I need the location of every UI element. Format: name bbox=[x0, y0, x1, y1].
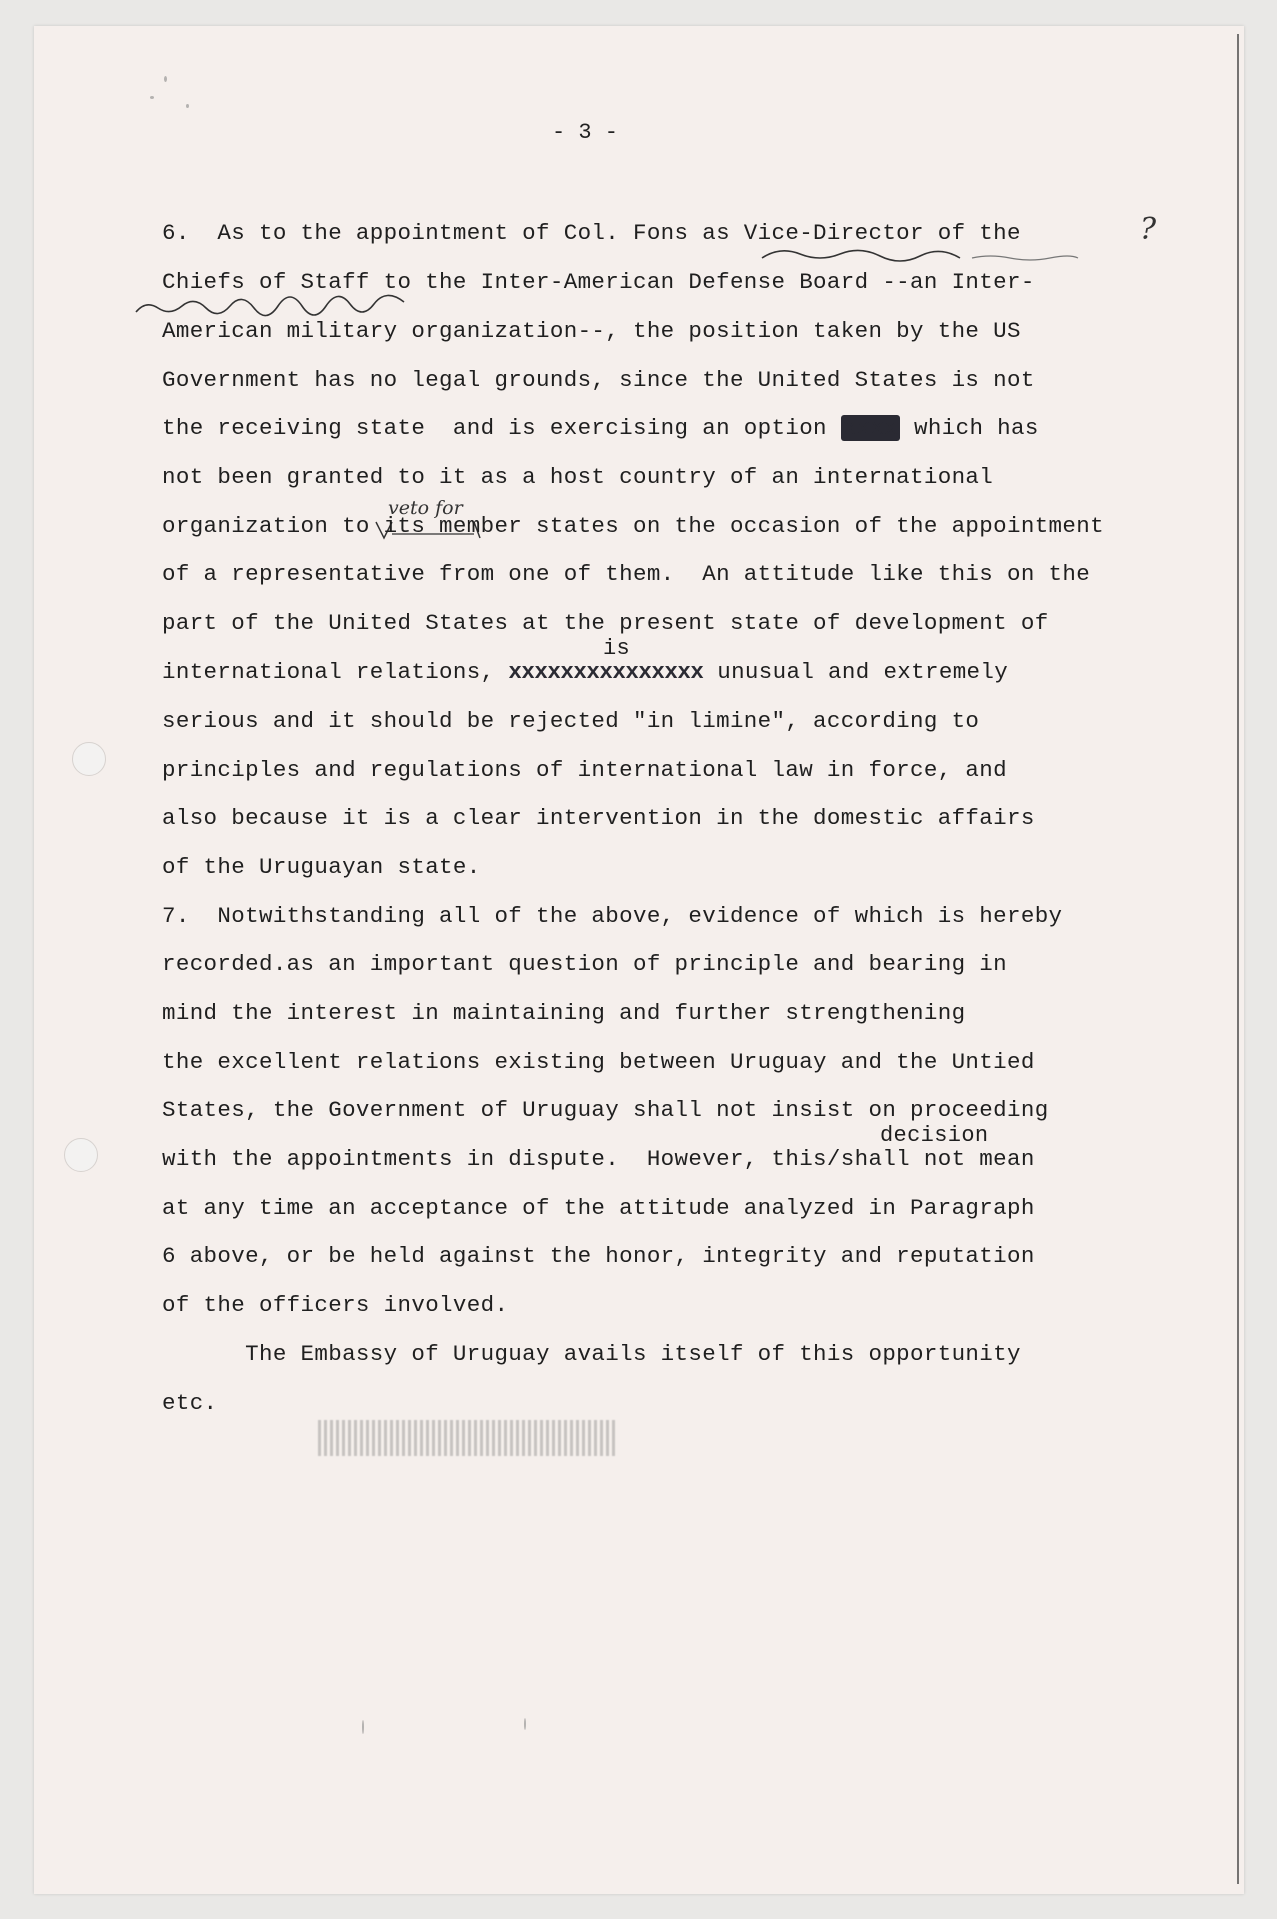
text-line-24: The Embassy of Uruguay avails itself of this opportunity bbox=[162, 1341, 1021, 1367]
text-line-21: at any time an acceptance of the attitude analyzed in Paragraph bbox=[162, 1195, 1035, 1221]
ink-speck bbox=[524, 1718, 526, 1730]
text-line-19: States, the Government of Uruguay shall not insist on proceeding bbox=[162, 1097, 1049, 1123]
ink-speck bbox=[164, 76, 167, 82]
text-line-11: serious and it should be rejected "in limine", according to bbox=[162, 708, 980, 734]
text-line-16: recorded.as an important question of principle and bearing in bbox=[162, 951, 1007, 977]
wavy-underline-chiefs-of-staff bbox=[134, 294, 424, 318]
ink-speck bbox=[186, 104, 189, 108]
punch-hole-top bbox=[72, 742, 106, 776]
text-line-18: the excellent relations existing between Uruguay and the Untied bbox=[162, 1049, 1035, 1075]
text-line-13: also because it is a clear intervention in the domestic affairs bbox=[162, 805, 1035, 831]
text-line-7: organization to its member states on the occasion of the appointment bbox=[162, 513, 1104, 539]
line-5-text: the receiving state and is exercising an option bbox=[162, 415, 827, 441]
line-10-text: international relations, bbox=[162, 659, 495, 685]
text-line-25: etc. bbox=[162, 1390, 218, 1416]
text-line-1: 6. As to the appointment of Col. Fons as Vice-Director of the bbox=[162, 220, 1021, 246]
text-line-8: of a representative from one of them. An attitude like this on the bbox=[162, 561, 1091, 587]
text-line-2: Chiefs of Staff to the Inter-American Defense Board --an Inter- bbox=[162, 269, 1035, 295]
text-line-5 bbox=[162, 417, 1039, 440]
typed-insert-is: is bbox=[603, 636, 631, 661]
text-line-17: mind the interest in maintaining and further strengthening bbox=[162, 1000, 966, 1026]
page-number: - 3 - bbox=[552, 120, 619, 145]
text-line-23: of the officers involved. bbox=[162, 1292, 509, 1318]
text-line-15: 7. Notwithstanding all of the above, evidence of which is hereby bbox=[162, 903, 1063, 929]
text-line-3: American military organization--, the position taken by the US bbox=[162, 318, 1021, 344]
text-line-9: part of the United States at the present state of development of bbox=[162, 610, 1049, 636]
text-line-20: with the appointments in dispute. However, this/shall not mean bbox=[162, 1146, 1035, 1172]
ink-speck bbox=[362, 1720, 364, 1734]
text-line-10 bbox=[162, 661, 1008, 684]
text-line-22: 6 above, or be held against the honor, integrity and reputation bbox=[162, 1243, 1035, 1269]
text-line-14: of the Uruguayan state. bbox=[162, 854, 481, 880]
text-line-6: not been granted to it as a host country of an international bbox=[162, 464, 994, 490]
faded-typewriter-smudge bbox=[318, 1420, 618, 1456]
text-line-4: Government has no legal grounds, since the United States is not bbox=[162, 367, 1035, 393]
text-line-12: principles and regulations of international law in force, and bbox=[162, 757, 1007, 783]
page-edge-rule bbox=[1237, 34, 1239, 1884]
xed-out-text: xxxxxxxxxxxxxxx bbox=[508, 659, 704, 685]
ink-speck bbox=[150, 96, 154, 99]
margin-question-mark: ? bbox=[1140, 212, 1157, 247]
struck-out-word: xxxx bbox=[842, 415, 899, 441]
typed-insert-decision: decision bbox=[880, 1123, 989, 1148]
punch-hole-bottom bbox=[64, 1138, 98, 1172]
handwritten-insert-veto-for: veto for bbox=[388, 497, 463, 519]
wavy-underline-vice-director bbox=[760, 246, 1080, 266]
line-5-tail: which has bbox=[914, 415, 1039, 441]
line-10-tail: unusual and extremely bbox=[717, 659, 1009, 685]
